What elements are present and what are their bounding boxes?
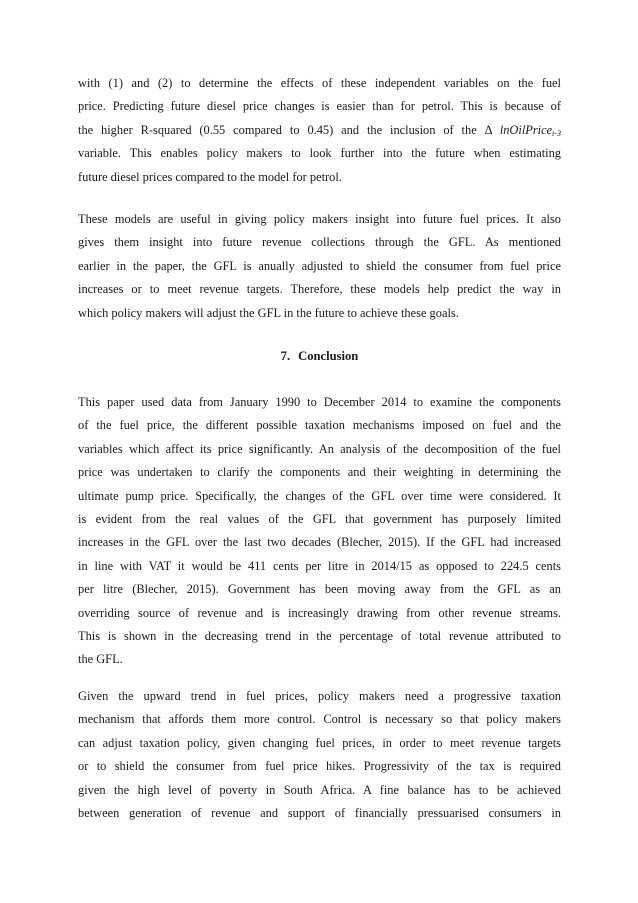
paragraph-model-comparison — [78, 72, 561, 189]
text-line: mechanism that affords them more control. Control is necessary so that policy makers — [78, 712, 561, 727]
text-line: which policy makers will adjust the GFL in the future to achieve these goals. — [78, 305, 459, 320]
paragraph-policy-insight — [78, 208, 561, 325]
text-line: This is shown in the decreasing trend in the percentage of total revenue attributed to — [78, 628, 561, 643]
formula-prefix: the higher R-squared (0.55 compared to 0.45) and the inclusion of the Δ — [78, 122, 500, 137]
text-line: variable. This enables policy makers to look further into the future when estimating — [78, 146, 561, 161]
text-line: between generation of revenue and support of financially pressuarised consumers in — [78, 805, 561, 820]
text-line: earlier in the paper, the GFL is anually adjusted to shield the consumer from fuel price — [78, 258, 561, 273]
text-line: the GFL. — [78, 652, 123, 667]
text-line: per litre (Blecher, 2015). Government has been moving away from the GFL as an — [78, 582, 561, 597]
section-heading — [78, 347, 561, 365]
text-line: can adjust taxation policy, given changing fuel prices, in order to meet revenue targets — [78, 735, 561, 750]
paragraph-progressive-taxation — [78, 685, 561, 825]
formula-subscript: t-3 — [552, 128, 561, 138]
text-line: given the high level of poverty in South Africa. A fine balance has to be achieved — [78, 782, 561, 797]
text-line: overriding source of revenue and is increasingly drawing from other revenue streams. — [78, 605, 561, 620]
text-line: price. Predicting future diesel price changes is easier than for petrol. This is because of — [78, 99, 561, 114]
text-line: Given the upward trend in fuel prices, policy makers need a progressive taxation — [78, 689, 561, 703]
text-line: ultimate pump price. Specifically, the changes of the GFL over time were considered. It — [78, 488, 561, 503]
text-line: is evident from the real values of the GFL that government has purposely limited — [78, 511, 561, 526]
formula-variable: lnOilPrice — [499, 122, 553, 137]
text-line: price was undertaken to clarify the components and their weighting in determining the — [78, 465, 561, 480]
section-number: 7. — [280, 349, 291, 363]
text-line: with (1) and (2) to determine the effects of these independent variables on the fuel — [78, 76, 561, 90]
text-line: in line with VAT it would be 411 cents per litre in 2014/15 as opposed to 224.5 cents — [78, 558, 561, 573]
text-line: This paper used data from January 1990 to December 2014 to examine the components — [78, 395, 561, 409]
text-line: of the fuel price, the different possible taxation mechanisms imposed on fuel and the — [78, 418, 561, 433]
text-line: gives them insight into future revenue collections through the GFL. As mentioned — [78, 235, 561, 250]
text-line: variables which affect its price significantly. An analysis of the decomposition of the fuel — [78, 441, 561, 456]
paragraph-conclusion-summary — [78, 391, 561, 672]
text-line: These models are useful in giving policy makers insight into future fuel prices. It also — [78, 212, 561, 226]
text-line: increases in the GFL over the last two decades (Blecher, 2015). If the GFL had increased — [78, 535, 561, 550]
section-title: Conclusion — [298, 349, 359, 363]
text-line: increases or to meet revenue targets. Therefore, these models help predict the way in — [78, 282, 561, 297]
text-line: future diesel prices compared to the model for petrol. — [78, 169, 342, 184]
text-line-with-formula — [78, 119, 561, 142]
text-line: or to shield the consumer from fuel price hikes. Progressivity of the tax is required — [78, 759, 561, 774]
